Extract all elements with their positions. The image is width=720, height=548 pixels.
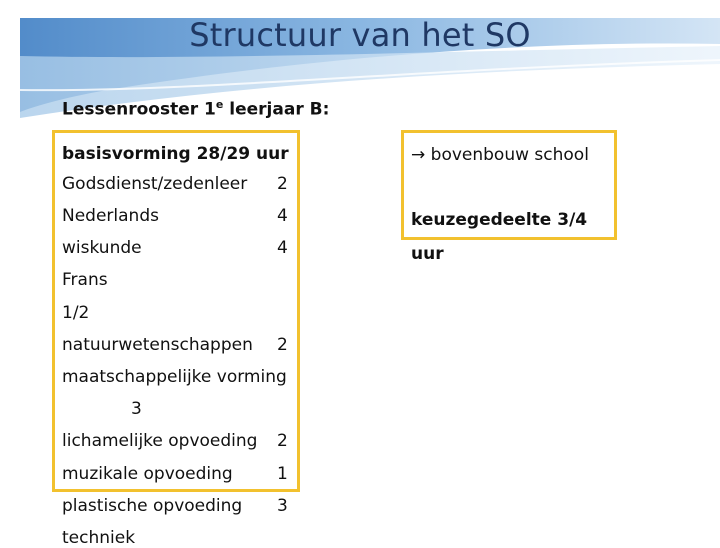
basisvorming-heading: basisvorming 28/29 uur <box>62 144 289 164</box>
hours-plastische-opvoeding: 3 <box>277 496 288 516</box>
bovenbouw-arrow-text: → bovenbouw school <box>411 145 589 165</box>
hours-maatschappelijke-vorming: 3 <box>131 399 142 419</box>
subtitle-rest: leerjaar B: <box>223 99 330 120</box>
hours-wiskunde: 4 <box>277 238 288 258</box>
subject-nederlands: Nederlands <box>62 206 159 226</box>
keuzegedeelte-unit: uur <box>411 244 444 264</box>
hours-frans: 1/2 <box>62 303 90 323</box>
subject-muzikale-opvoeding: muzikale opvoeding <box>62 464 233 484</box>
subject-godsdienst: Godsdienst/zedenleer <box>62 174 248 194</box>
hours-muzikale-opvoeding: 1 <box>277 464 288 484</box>
subtitle-text: Lessenrooster 1 <box>62 99 216 120</box>
keuzegedeelte-text: keuzegedeelte 3/4 <box>411 210 588 230</box>
hours-nederlands: 4 <box>277 206 288 226</box>
subject-maatschappelijke-vorming: maatschappelijke vorming <box>62 367 287 387</box>
hours-lichamelijke-opvoeding: 2 <box>277 431 288 451</box>
subject-lichamelijke-opvoeding: lichamelijke opvoeding <box>62 431 258 451</box>
slide-title: Structuur van het SO <box>189 16 531 54</box>
subject-techniek: techniek <box>62 528 136 548</box>
subtitle-superscript: e <box>215 98 224 111</box>
hours-godsdienst: 2 <box>277 174 288 194</box>
subject-plastische-opvoeding: plastische opvoeding <box>62 496 243 516</box>
subject-frans: Frans <box>62 270 108 290</box>
subject-natuurwetenschappen: natuurwetenschappen <box>62 335 253 355</box>
schedule-subtitle <box>62 98 329 120</box>
hours-natuurwetenschappen: 2 <box>277 335 288 355</box>
subject-wiskunde: wiskunde <box>62 238 142 258</box>
